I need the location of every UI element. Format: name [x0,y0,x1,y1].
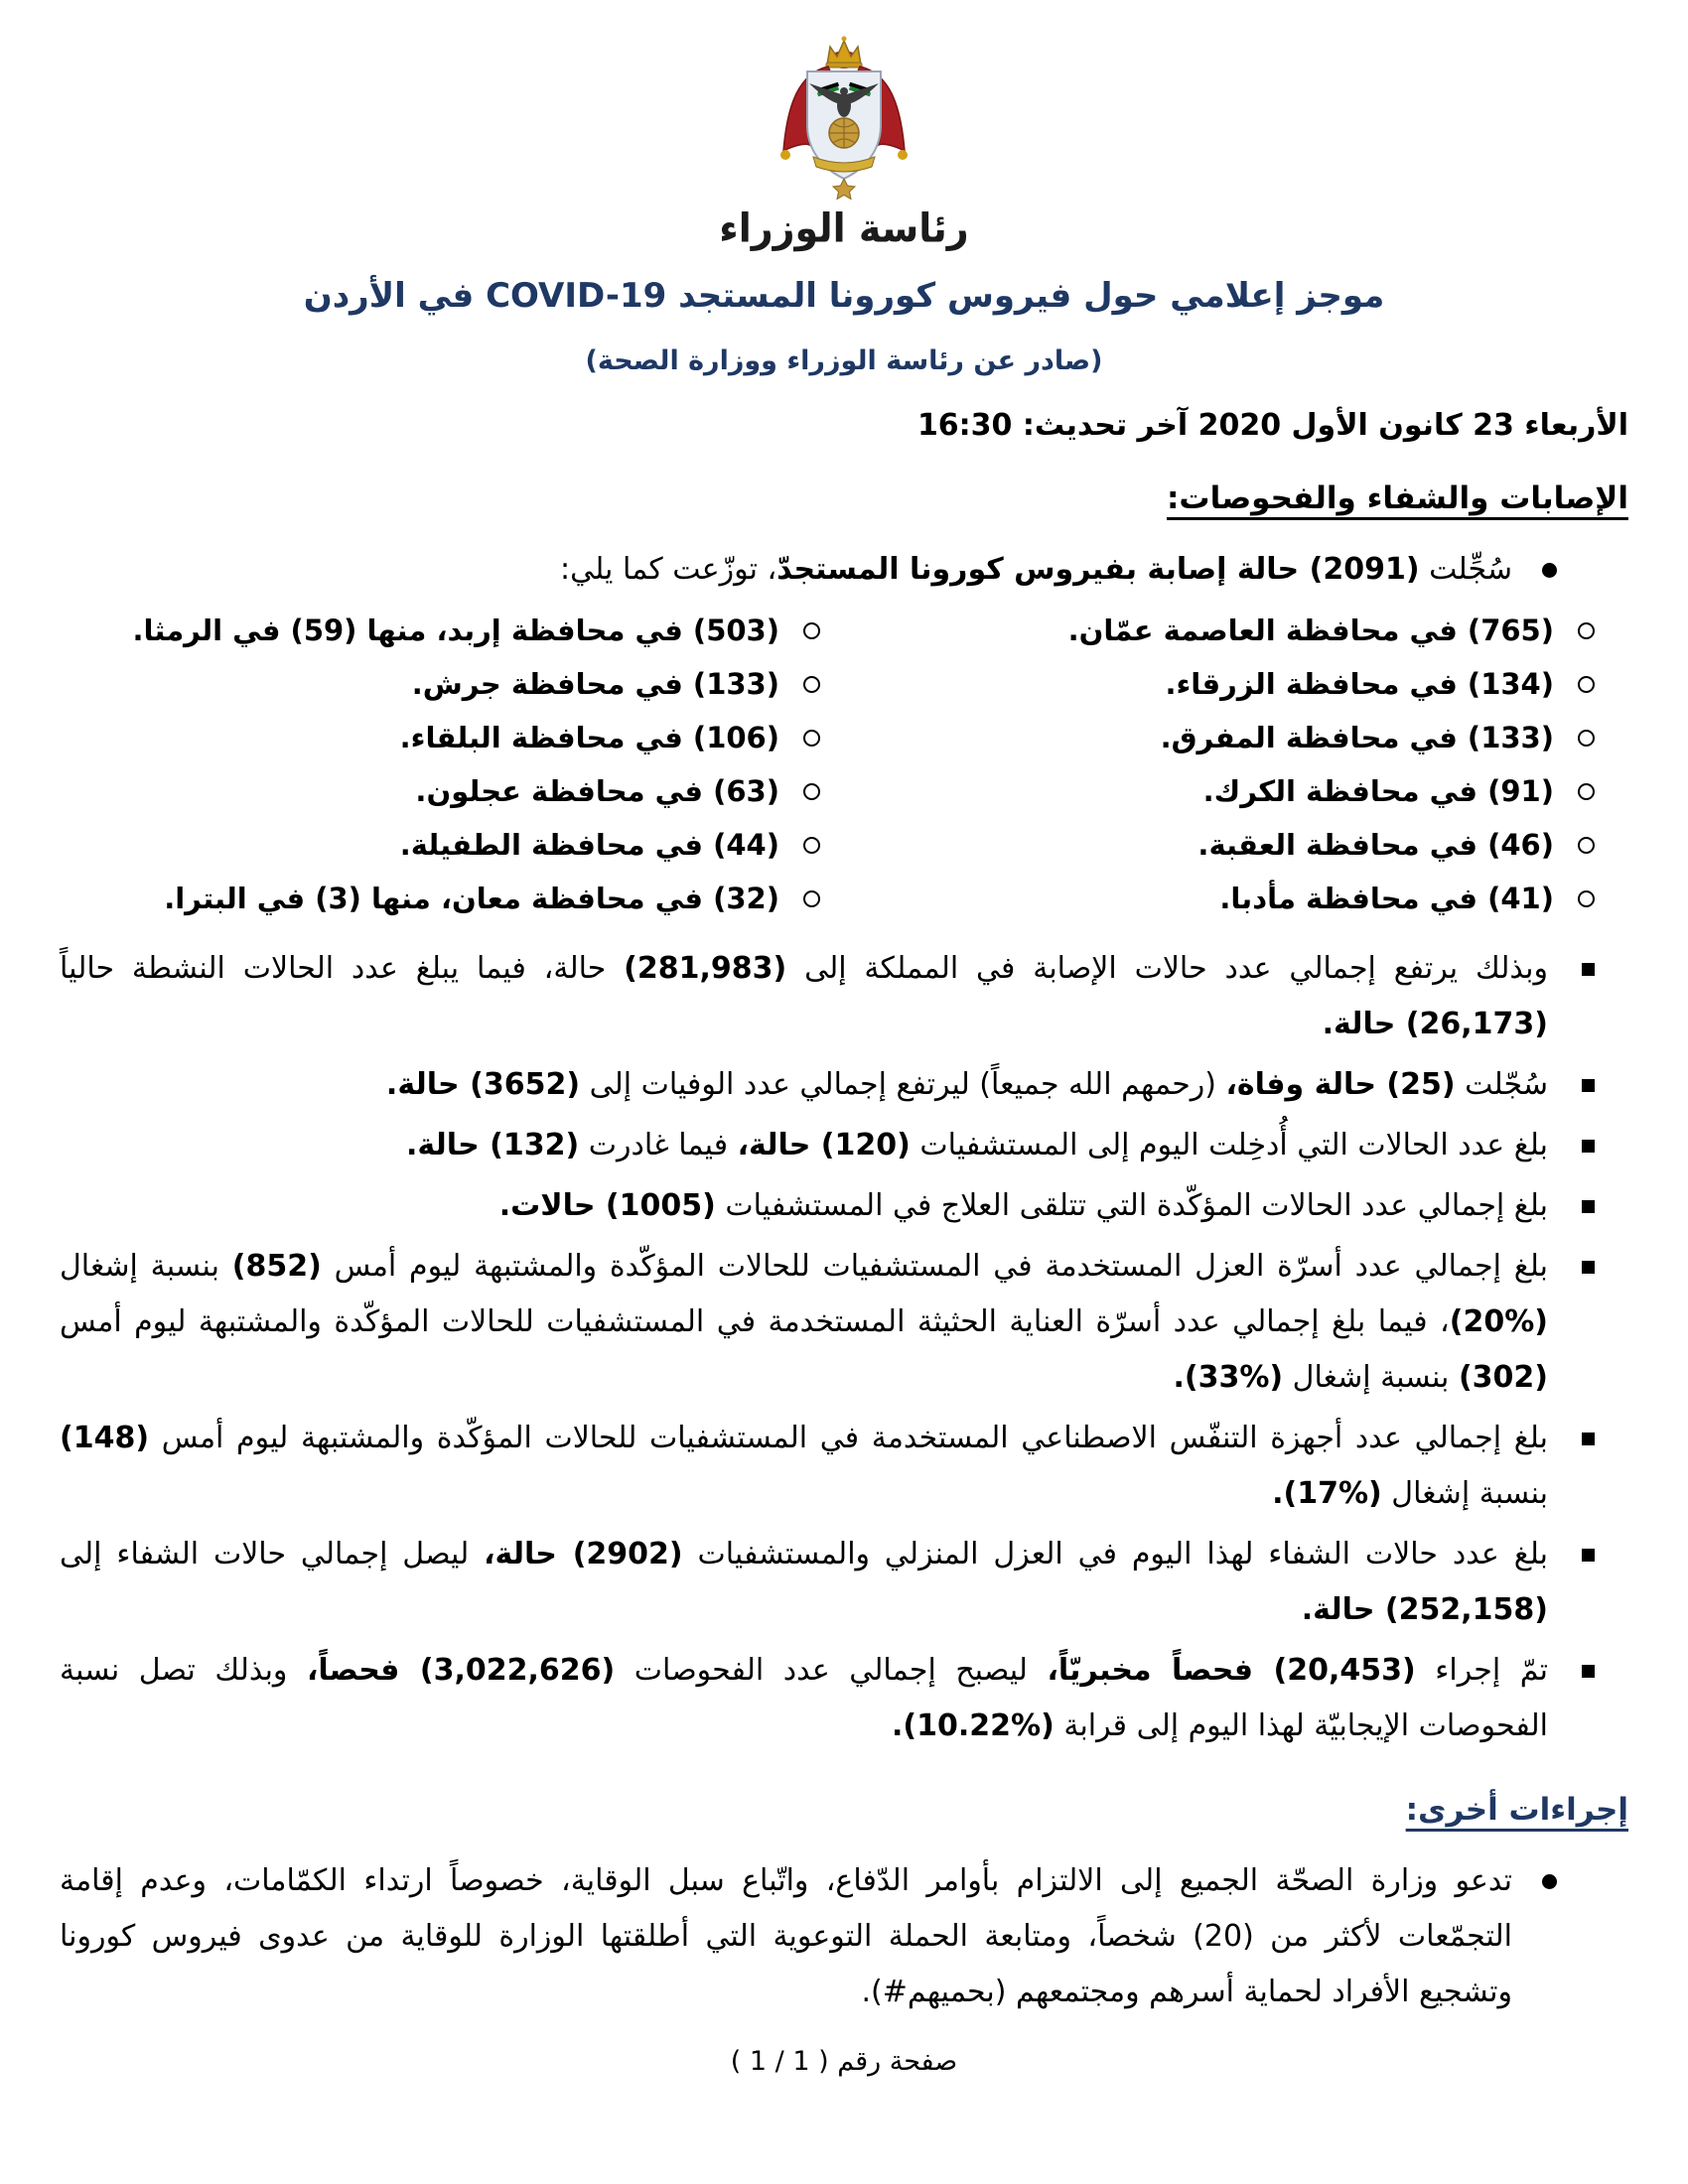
governorate-item [844,657,1628,711]
stat-bullet-text [60,1178,1548,1234]
advice-bullet-item [60,1853,1628,2020]
text-segment: وبذلك تصل نسبة الفحوصات الإيجابيّة لهذا اليوم إلى قرابة [60,1653,1548,1743]
square-bullet-icon [1582,1665,1595,1678]
text-segment-bold: (148) [60,1421,150,1455]
governorate-item [844,764,1628,818]
governorate-text: (133) في محافظة المفرق. [1160,721,1554,754]
text-segment: بلغ عدد الحالات التي أُدخِلت اليوم إلى المستشفيات [910,1128,1548,1162]
date-line: الأربعاء 23 كانون الأول 2020 آخر تحديث: 16:30 [916,408,1628,443]
ribbon-icon [813,157,875,200]
stat-bullet-item [60,1178,1628,1234]
stat-bullet-item [60,1118,1628,1173]
governorate-item [60,764,844,818]
governorate-text: (133) في محافظة جرش. [411,667,779,701]
governorate-item [60,711,844,764]
disc-bullet-icon [1542,563,1557,578]
text-segment: بنسبة إشغال [1283,1360,1459,1395]
stat-bullet-item [60,1643,1628,1754]
stat-bullet-text [60,1057,1548,1113]
governorate-item [844,711,1628,764]
logo-caption: رئاسة الوزراء [719,205,969,252]
text-segment: حالة، فيما يبلغ عدد الحالات النشطة حالياً [60,951,625,986]
stat-bullet-text [60,941,1548,1052]
stat-bullet-item [60,1527,1628,1638]
text-segment-bold: (120) حالة، [737,1128,911,1162]
text-segment-bold: (3652) حالة. [385,1067,581,1102]
governorate-list [60,604,1628,925]
circle-bullet-icon [1578,837,1595,854]
square-bullet-icon [1582,1549,1595,1562]
circle-bullet-icon [803,730,820,747]
governorate-item [60,604,844,657]
page-subtitle: (صادر عن رئاسة الوزراء ووزارة الصحة) [585,345,1103,376]
text-segment-bold: (3,022,626) فحصاً، [306,1653,616,1688]
crown-icon [826,37,862,69]
governorate-item [60,657,844,711]
page-number-label: صفحة رقم ( 1 / 1 ) [730,2046,958,2077]
text-segment: تدعو وزارة الصحّة الجميع إلى الالتزام بأوامر الدّفاع، واتّباع سبل الوقاية، خصوصاً ارتداء الكمّامات، وعدم إقامة التجمّعات لأكثر من (20) شخصاً، ومتابعة الحملة التوعوية التي أطلقتها الوزارة للوقاية من عدوى فيروس كورونا وتشجيع الأفراد لحماية أسرهم ومجتمعهم ( [60,1863,1512,2009]
stat-bullet-item [60,1239,1628,1406]
governorate-text: (32) في محافظة معان، منها (3) في البترا. [164,882,779,915]
text-segment-bold: (2091) حالة إصابة بفيروس كورونا المستجدّ [776,552,1420,587]
text-segment-bold: (%10.22). [892,1708,1055,1743]
stats-bullet-list [60,941,1628,1754]
circle-bullet-icon [1578,783,1595,800]
circle-bullet-icon [1578,676,1595,693]
text-segment-bold: (25) حالة وفاة، [1225,1067,1456,1102]
text-segment-bold: (1005) حالات. [498,1188,716,1223]
text-segment-bold: (20,453) فحصاً مخبريّاً، [1047,1653,1416,1688]
text-segment: فيما غادرت [579,1128,738,1162]
stat-bullet-text [60,1527,1548,1638]
stat-bullet-text [60,1118,1548,1173]
text-segment: بلغ إجمالي عدد الحالات المؤكّدة التي تتلقى العلاج في المستشفيات [715,1188,1548,1223]
square-bullet-icon [1582,1140,1595,1153]
stat-bullet-text [60,1643,1548,1754]
governorate-text: (91) في محافظة الكرك. [1202,774,1554,808]
text-segment: ليصل إجمالي حالات الشفاء إلى [60,1537,485,1571]
disc-bullet-icon [1542,1874,1557,1889]
governorate-text: (63) في محافظة عجلون. [415,774,779,808]
hashtag-text: #بحميهم [882,1975,995,2009]
shield-icon [807,71,881,200]
governorate-text: (765) في محافظة العاصمة عمّان. [1067,614,1554,647]
governorate-item [844,872,1628,925]
stat-bullet-item [60,1411,1628,1522]
circle-bullet-icon [1578,890,1595,907]
jordan-coat-of-arms-icon [730,34,958,205]
circle-bullet-icon [1578,622,1595,639]
text-segment-bold: (132) حالة. [405,1128,580,1162]
governorate-item [844,818,1628,872]
text-segment-bold: (252,158) حالة. [1301,1592,1548,1627]
text-segment-bold: (302) [1458,1360,1548,1395]
intro-bullet-item [60,542,1628,598]
stat-bullet-item [60,1057,1628,1113]
section-heading-cases: الإصابات والشفاء والفحوصات: [1167,480,1628,516]
text-segment-bold: (%20) [1449,1304,1548,1339]
text-segment: تمّ إجراء [1415,1653,1549,1688]
text-segment: بلغ إجمالي عدد أسرّة العزل المستخدمة في المستشفيات للحالات المؤكّدة والمشتبهة ليوم أمس [321,1249,1548,1284]
globe-icon [829,118,859,148]
text-segment: بلغ عدد حالات الشفاء لهذا اليوم في العزل المنزلي والمستشفيات [682,1537,1548,1571]
text-segment: ، فيما بلغ إجمالي عدد أسرّة العناية الحثيثة المستخدمة في المستشفيات للحالات المؤكّدة والمشتبهة ليوم أمس [60,1304,1450,1339]
section-heading-other: إجراءات أخرى: [1405,1792,1628,1828]
text-segment-bold: (852) [231,1249,322,1284]
text-segment-bold: (2902) حالة، [484,1537,683,1571]
page-title: موجز إعلامي حول فيروس كورونا المستجد COVID-19 في الأردن [303,276,1385,316]
square-bullet-icon [1582,1433,1595,1445]
governorate-item [60,872,844,925]
text-segment-bold: (26,173) حالة. [1322,1007,1548,1041]
stat-bullet-text [60,1411,1548,1522]
square-bullet-icon [1582,1079,1595,1092]
text-segment: بنسبة إشغال [1381,1476,1548,1511]
governorate-text: (134) في محافظة الزرقاء. [1165,667,1554,701]
square-bullet-icon [1582,963,1595,976]
governorate-column-right [844,604,1628,925]
governorate-text: (41) في محافظة مأدبا. [1219,882,1554,915]
text-segment: سُجّلت [1455,1067,1548,1102]
text-segment: ليصبح إجمالي عدد الفحوصات [615,1653,1048,1688]
circle-bullet-icon [803,890,820,907]
governorate-item [844,604,1628,657]
governorate-column-left [60,604,844,925]
circle-bullet-icon [803,622,820,639]
text-segment: بنسبة إشغال [60,1249,232,1284]
governorate-text: (46) في محافظة العقبة. [1197,828,1554,862]
governorate-text: (44) في محافظة الطفيلة. [399,828,779,862]
text-segment: بلغ إجمالي عدد أجهزة التنفّس الاصطناعي المستخدمة في المستشفيات للحالات المؤكّدة والمشتبهة ليوم أمس [149,1421,1548,1455]
stat-bullet-item [60,941,1628,1052]
square-bullet-icon [1582,1200,1595,1213]
stat-bullet-text [60,1239,1548,1406]
governorate-text: (106) في محافظة البلقاء. [399,721,779,754]
text-segment-bold: (%17). [1272,1476,1382,1511]
page-footer [60,2046,1628,2077]
circle-bullet-icon [803,676,820,693]
text-segment: (رحمهم الله جميعاً) ليرتفع إجمالي عدد الوفيات إلى [580,1067,1226,1102]
circle-bullet-icon [1578,730,1595,747]
circle-bullet-icon [803,783,820,800]
header-logo [60,34,1628,250]
advice-bullet-text [60,1853,1512,2020]
governorate-item [60,818,844,872]
governorate-text: (503) في محافظة إربد، منها (59) في الرمثا. [132,614,779,647]
intro-bullet-text [60,542,1512,598]
text-segment: ). [861,1975,883,2009]
text-segment-bold: (%33). [1173,1360,1284,1395]
text-segment: وبذلك يرتفع إجمالي عدد حالات الإصابة في المملكة إلى [786,951,1548,986]
text-segment-bold: (281,983) [624,951,787,986]
text-segment: ، توزّعت كما يلي: [560,552,777,587]
square-bullet-icon [1582,1261,1595,1274]
circle-bullet-icon [803,837,820,854]
text-segment: سُجِّلت [1419,552,1512,587]
